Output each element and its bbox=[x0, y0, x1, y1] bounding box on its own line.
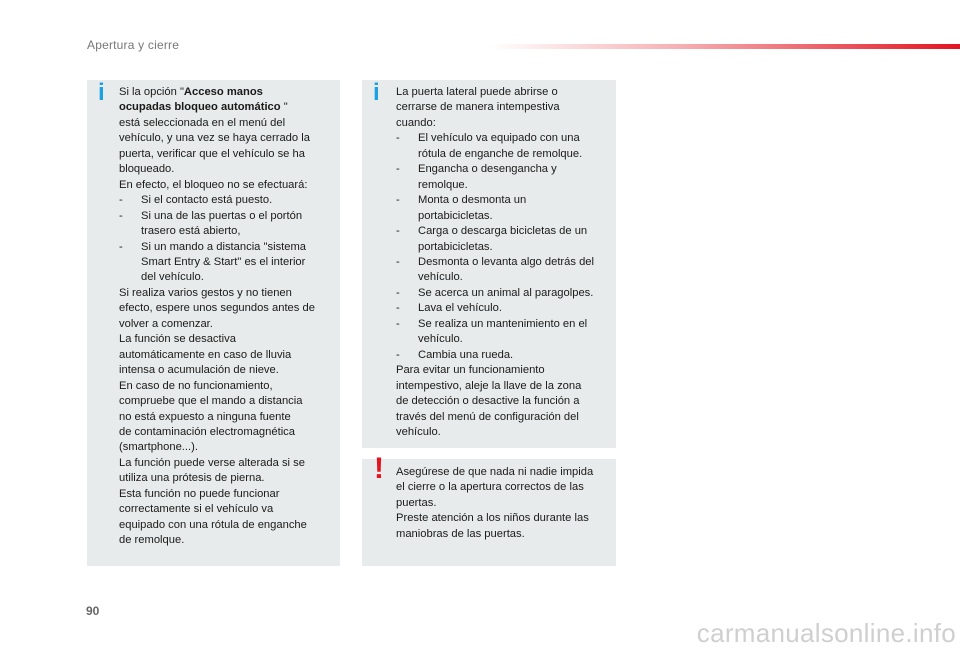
warning-text: el cierre o la apertura correctos de las bbox=[396, 481, 584, 494]
list-item bbox=[396, 317, 608, 348]
list-dash: - bbox=[396, 302, 400, 315]
body-text: Si realiza varios gestos y no tienen bbox=[119, 286, 292, 299]
list-dash: - bbox=[119, 209, 123, 222]
info-icon: i bbox=[373, 79, 380, 106]
body-text: de detección o desactive la función a bbox=[396, 395, 580, 408]
info-box-hands-free bbox=[87, 80, 340, 566]
body-text: vehículo. bbox=[396, 425, 441, 438]
body-text: En efecto, el bloqueo no se efectuará: bbox=[119, 178, 308, 191]
list-item-text: Engancha o desengancha y bbox=[418, 163, 557, 176]
list-item-text: Desmonta o levanta algo detrás del bbox=[418, 255, 595, 268]
warning-text: Preste atención a los niños durante las bbox=[396, 512, 589, 525]
body-text: La función puede verse alterada si se bbox=[119, 456, 305, 469]
body-text: puerta, verificar que el vehículo se ha bbox=[119, 147, 305, 160]
list-item-text: portabicicletas. bbox=[418, 240, 493, 253]
intro-line-2 bbox=[119, 100, 332, 115]
list-item-text: Lava el vehículo. bbox=[418, 302, 502, 315]
list-item-text: vehículo. bbox=[418, 333, 463, 346]
body-text: En caso de no funcionamiento, bbox=[119, 379, 273, 392]
list-item bbox=[119, 193, 332, 208]
intro-prefix: Si la opción " bbox=[119, 86, 184, 98]
body-text: correctamente si el vehículo va bbox=[119, 503, 274, 516]
list-dash: - bbox=[396, 194, 400, 207]
body-text: cuando: bbox=[396, 116, 436, 129]
list-item-text: remolque. bbox=[418, 178, 468, 191]
watermark: carmanualsonline.info bbox=[696, 618, 956, 648]
list-item-text: Cambia una rueda. bbox=[418, 348, 514, 361]
warning-text: maniobras de las puertas. bbox=[396, 527, 525, 540]
list-item-text: Si un mando a distancia "sistema bbox=[141, 240, 307, 253]
list-item-text: portabicicletas. bbox=[418, 209, 493, 222]
body-text: cerrarse de manera intempestiva bbox=[396, 101, 560, 114]
body-text: través del menú de configuración del bbox=[396, 410, 579, 423]
list-dash: - bbox=[396, 255, 400, 268]
list-item bbox=[396, 348, 608, 363]
list-item-text: Si una de las puertas o el portón bbox=[141, 209, 303, 222]
warning-icon: ! bbox=[374, 452, 384, 485]
warning-text: Asegúrese de que nada ni nadie impida bbox=[396, 466, 594, 478]
list-item-text: del vehículo. bbox=[141, 271, 204, 284]
body-text: utiliza una prótesis de pierna. bbox=[119, 472, 265, 485]
list-item-text: vehículo. bbox=[418, 271, 463, 284]
list-item bbox=[119, 209, 332, 240]
section-title: Apertura y cierre bbox=[87, 38, 180, 52]
intro-suffix: " bbox=[283, 101, 288, 114]
body-text: Esta función no puede funcionar bbox=[119, 487, 280, 500]
body-text: bloqueado. bbox=[119, 163, 175, 176]
warning-text: puertas. bbox=[396, 496, 437, 509]
list-item-text: Smart Entry & Start" es el interior bbox=[141, 255, 306, 268]
list-item bbox=[396, 162, 608, 193]
list-item-text: rótula de enganche de remolque. bbox=[418, 147, 583, 160]
body-text: está seleccionada en el menú del bbox=[119, 116, 286, 129]
list-item-text: El vehículo va equipado con una bbox=[418, 132, 580, 145]
body-text: (smartphone...). bbox=[119, 441, 198, 454]
body-text: automáticamente en caso de lluvia bbox=[119, 348, 292, 361]
info-box-sliding-door bbox=[362, 80, 616, 448]
option-name-part-1: Acceso manos bbox=[183, 86, 263, 98]
warning-box-doors bbox=[362, 452, 616, 566]
list-item bbox=[396, 131, 608, 162]
list-item bbox=[396, 193, 608, 224]
body-text: La puerta lateral puede abrirse o bbox=[396, 86, 558, 98]
intro-line-1 bbox=[119, 85, 332, 100]
list-item-text: Monta o desmonta un bbox=[418, 194, 527, 207]
body-text: compruebe que el mando a distancia bbox=[119, 395, 303, 408]
header-accent-bar bbox=[490, 44, 960, 49]
body-text: vehículo, y una vez se haya cerrado la bbox=[119, 132, 310, 145]
list-dash: - bbox=[396, 317, 400, 330]
list-dash: - bbox=[396, 225, 400, 238]
list-dash: - bbox=[396, 348, 400, 361]
body-text: equipado con una rótula de enganche bbox=[119, 518, 307, 531]
body-text: de remolque. bbox=[119, 534, 185, 547]
body-text: de contaminación electromagnética bbox=[119, 425, 295, 438]
list-item bbox=[119, 240, 332, 286]
list-dash: - bbox=[119, 194, 123, 207]
list-item-text: trasero está abierto, bbox=[141, 225, 241, 238]
body-text: intempestivo, aleje la llave de la zona bbox=[396, 379, 582, 392]
body-text: efecto, espere unos segundos antes de bbox=[119, 302, 315, 315]
page-number: 90 bbox=[86, 604, 100, 618]
body-text: volver a comenzar. bbox=[119, 317, 213, 330]
list-item-text: Se realiza un mantenimiento en el bbox=[418, 317, 588, 330]
list-item-text: Carga o descarga bicicletas de un bbox=[418, 225, 588, 238]
body-text: Para evitar un funcionamiento bbox=[396, 364, 545, 377]
list-dash: - bbox=[396, 163, 400, 176]
list-item-text: Si el contacto está puesto. bbox=[141, 194, 273, 207]
list-dash: - bbox=[396, 286, 400, 299]
option-name-part-2: ocupadas bloqueo automático bbox=[119, 101, 281, 114]
body-text: intensa o acumulación de nieve. bbox=[119, 364, 279, 377]
body-text: no está expuesto a ninguna fuente bbox=[119, 410, 291, 423]
list-item bbox=[396, 255, 608, 286]
list-item bbox=[396, 224, 608, 255]
list-item-text: Se acerca un animal al paragolpes. bbox=[418, 286, 594, 299]
list-dash: - bbox=[396, 132, 400, 145]
list-item bbox=[396, 301, 608, 316]
body-text: La función se desactiva bbox=[119, 333, 236, 346]
list-dash: - bbox=[119, 240, 123, 253]
info-icon: i bbox=[98, 79, 105, 106]
list-item bbox=[396, 286, 608, 301]
